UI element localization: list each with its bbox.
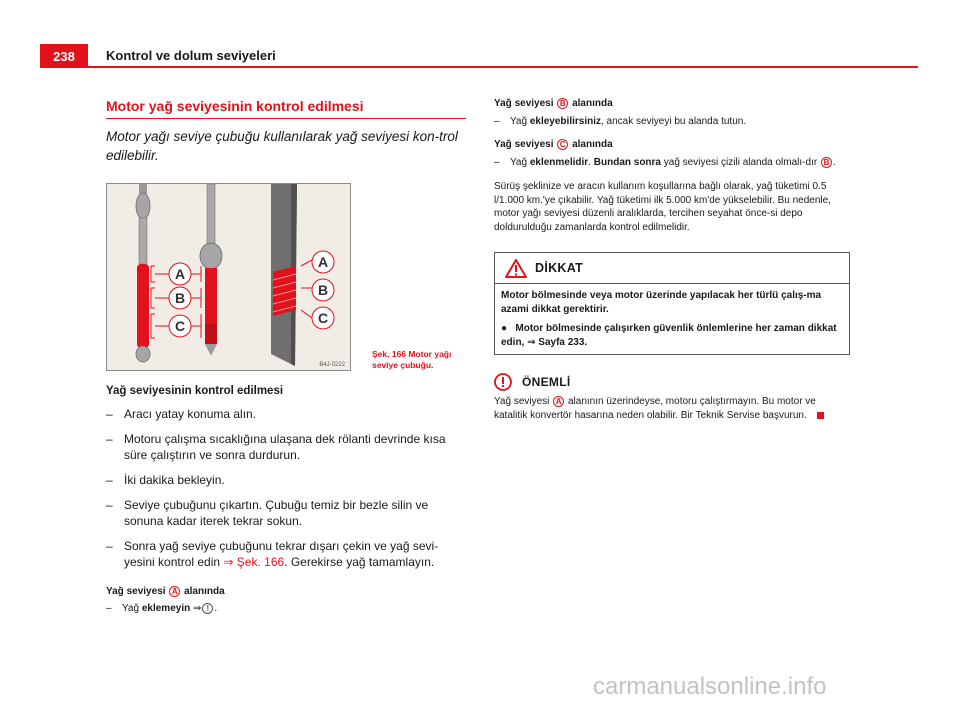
warning-text-2: ● Motor bölmesinde çalışırken güvenlik önlemlerine her zaman dikkat edin, ⇒ Sayfa 233.	[501, 323, 837, 348]
figure-caption-line2: seviye çubuğu.	[372, 360, 434, 370]
figure-link[interactable]: ⇒ Şek. 166	[223, 555, 285, 569]
figure-label-b-left: B	[174, 290, 186, 306]
figure-caption	[372, 349, 451, 371]
notice-title: ÖNEMLİ	[522, 375, 571, 390]
level-c-heading: Yağ seviyesi C alanında	[494, 139, 613, 151]
watermark: carmanualsonline.info	[593, 673, 827, 700]
left-column	[106, 98, 466, 616]
dipstick-3	[271, 184, 297, 366]
figure-label-a-left: A	[174, 266, 186, 282]
exclamation-circle-icon	[494, 373, 512, 391]
letter-a-icon: A	[553, 396, 564, 407]
figure-label-b-right: B	[317, 282, 329, 298]
figure-area	[106, 183, 466, 371]
figure-code: B4J-0222	[319, 362, 345, 368]
section-intro: Motor yağı seviye çubuğu kullanılarak yağ seviyesi kon-trol edilebilir.	[106, 129, 458, 163]
page-number: 238	[53, 48, 75, 64]
warning-text-1: Motor bölmesinde veya motor üzerinde yapılacak her türlü çalış-ma azami dikkat gerektirir.	[501, 290, 822, 315]
level-a-item: – Yağ eklemeyin ⇒ ! .	[106, 603, 218, 615]
warning-title: DİKKAT	[535, 261, 584, 276]
letter-b-icon: B	[821, 157, 832, 168]
dipstick-figure	[106, 183, 351, 371]
figure-label-a-right: A	[317, 254, 329, 270]
notice-header	[494, 373, 850, 391]
procedure-title: Yağ seviyesinin kontrol edilmesi	[106, 385, 284, 397]
dipstick-illustration	[107, 184, 350, 370]
page-number-badge	[40, 44, 88, 68]
letter-c-icon: C	[557, 139, 568, 150]
consumption-paragraph: Sürüş şeklinize ve aracın kullanım koşullarına bağlı olarak, yağ tüketimi 0.5 l/1.000 km.'ye çıkabilir. Yağ tüketimi ilk 5.000 km'de yükselebilir. Bu nedenle, motor yağı seviyesi düzenli aralıklarda, tercihen seyahat önce-si depo doldurulduğu zamanlarda kontrol edilmelidir.	[494, 181, 831, 233]
figure-labels	[169, 251, 334, 337]
notice-reference-icon[interactable]: !	[202, 603, 213, 614]
notice-text: Yağ seviyesi A alanının üzerindeyse, motoru çalıştırmayın. Bu motor ve katalitik konvertör hasarına neden olabilir. Bir Teknik Servise başvurun.	[494, 395, 850, 422]
warning-triangle-icon	[505, 259, 527, 278]
procedure-step: – Seviye çubuğunu çıkartın. Çubuğu temiz bir bezle silin ve sonuna kadar iterek tekrar sokun.	[106, 498, 429, 528]
procedure-step: – Aracı yatay konuma alın.	[106, 407, 257, 421]
procedure-step: – İki dakika bekleyin.	[106, 473, 225, 487]
figure-caption-line1: Şek. 166 Motor yağı	[372, 349, 452, 359]
procedure-step: – Motoru çalışma sıcaklığına ulaşana dek rölanti devrinde kısa süre çalıştırın ve sonra durdurun.	[106, 432, 446, 462]
level-b-heading: Yağ seviyesi B alanında	[494, 98, 613, 110]
level-c-item: – Yağ eklenmelidir. Bundan sonra yağ seviyesi çizili alanda olmalı-dır B .	[494, 157, 836, 169]
end-of-section-mark	[817, 412, 824, 419]
dipstick-1	[136, 184, 150, 362]
figure-label-c-left: C	[174, 318, 186, 334]
warning-header	[495, 253, 849, 284]
header-rule	[88, 66, 918, 68]
right-column	[494, 98, 850, 422]
warning-body	[495, 284, 849, 354]
procedure-step: – Sonra yağ seviye çubuğunu tekrar dışarı çekin ve yağ sevi-yesini kontrol edin ⇒ Şek. 166. Gerekirse yağ tamamlayın.	[106, 539, 439, 569]
level-a-heading: Yağ seviyesi A alanında	[106, 586, 225, 598]
chapter-title: Kontrol ve dolum seviyeleri	[106, 48, 276, 63]
letter-a-icon: A	[169, 586, 180, 597]
letter-b-icon: B	[557, 98, 568, 109]
level-b-item: – Yağ ekleyebilirsiniz, ancak seviyeyi bu alanda tutun.	[494, 116, 747, 128]
figure-label-c-right: C	[317, 310, 329, 326]
page-reference[interactable]: ⇒ Sayfa 233.	[527, 336, 588, 348]
warning-box	[494, 252, 850, 355]
section-title: Motor yağ seviyesinin kontrol edilmesi	[106, 98, 466, 119]
dipstick-2	[200, 184, 222, 356]
